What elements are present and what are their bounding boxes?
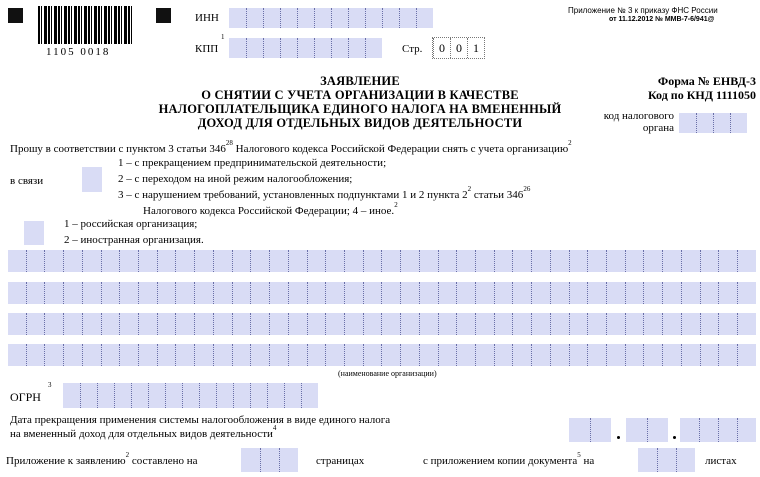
date-label-line1: Дата прекращения применения системы налогообложения в виде единого налога xyxy=(10,414,391,426)
appendix-ref-line1: Приложение № 3 к приказу ФНС России xyxy=(568,6,718,15)
kpp-field[interactable] xyxy=(229,38,382,58)
org-name-row-4[interactable] xyxy=(8,344,756,366)
title-line1: ЗАЯВЛЕНИЕ xyxy=(320,74,400,88)
inn-label: ИНН xyxy=(195,12,219,24)
page-digit: 0 xyxy=(433,38,450,58)
ogrn-footnote: 3 xyxy=(48,381,52,389)
appendix-text-part2: составлено на xyxy=(129,455,198,467)
request-sup1: 28 xyxy=(225,139,233,147)
copies-label: с приложением копии документа xyxy=(423,455,578,467)
appendix-text-part1: Приложение к заявлению xyxy=(6,455,126,467)
reason-label: в связи xyxy=(10,175,44,187)
page-digit: 0 xyxy=(450,38,467,58)
kpp-label: КПП xyxy=(195,43,219,55)
request-part2: Налогового кодекса Российской Федерации снять с учета организацию xyxy=(232,143,569,155)
barcode-number: 1105 0018 xyxy=(46,46,111,58)
request-text xyxy=(10,139,572,155)
org-name-row-2[interactable] xyxy=(8,282,756,304)
reason-option-3-text-c: Налогового кодекса Российской Федерации; 4 – иное. xyxy=(143,205,395,217)
reason-option-3-cont xyxy=(143,201,398,217)
pages-count-field[interactable] xyxy=(241,448,298,472)
reason-code-field[interactable] xyxy=(82,167,102,192)
form-id xyxy=(644,74,756,102)
copies-footnote: 5 xyxy=(577,451,581,459)
reason-option-3-text-b: статьи 346 xyxy=(471,189,524,201)
title-line3: НАЛОГОПЛАТЕЛЬЩИКА ЕДИНОГО НАЛОГА НА ВМЕНЕННЫЙ xyxy=(158,102,562,116)
title-line2: О СНЯТИИ С УЧЕТА ОРГАНИЗАЦИИ В КАЧЕСТВЕ xyxy=(201,88,519,102)
date-footnote: 4 xyxy=(272,424,277,432)
appendix-text xyxy=(6,451,198,467)
org-name-row-3[interactable] xyxy=(8,313,756,335)
tax-authority-label xyxy=(596,110,674,134)
org-name-row-1[interactable] xyxy=(8,250,756,272)
date-day-field[interactable] xyxy=(569,418,611,442)
appendix-ref-line2: от 11.12.2012 № ММВ-7-6/941@ xyxy=(609,16,715,23)
date-month-field[interactable] xyxy=(626,418,668,442)
corner-marker-left xyxy=(8,8,23,23)
page-number-field xyxy=(432,37,485,59)
page-digit: 1 xyxy=(467,38,484,58)
appendix-footnote: 2 xyxy=(125,451,130,459)
reason-option-3-text: 3 – с нарушением требований, установленных подпунктами 1 и 2 пункта 2 xyxy=(118,189,468,201)
inn-field[interactable] xyxy=(229,8,433,28)
page-title xyxy=(140,74,580,130)
reason-option-1: 1 – с прекращением предпринимательской деятельности; xyxy=(118,157,387,169)
reason-option-3-sup-a: 2 xyxy=(467,185,472,193)
corner-marker-right xyxy=(156,8,171,23)
date-label-line2-text: на вмененный доход для отдельных видов деятельности xyxy=(10,428,273,440)
pages-label: страницах xyxy=(316,455,365,467)
knd-code: Код по КНД 1111050 xyxy=(647,88,756,102)
org-type-field[interactable] xyxy=(24,221,44,245)
tax-authority-label-line1: код налогового xyxy=(603,110,674,122)
tax-authority-label-line2: органа xyxy=(642,122,674,134)
date-year-field[interactable] xyxy=(680,418,756,442)
reason-option-3-sup-c: 2 xyxy=(394,201,398,209)
reason-option-3 xyxy=(118,185,531,201)
date-separator xyxy=(617,436,620,439)
ogrn-field[interactable] xyxy=(63,383,318,408)
reason-option-3-sup-b: 26 xyxy=(523,185,531,193)
org-type-option-1: 1 – российская организация; xyxy=(64,218,198,230)
copies-on-label: на xyxy=(580,455,595,467)
kpp-footnote: 1 xyxy=(221,33,225,41)
reason-option-2: 2 – с переходом на иной режим налогообложения; xyxy=(118,173,353,185)
date-separator xyxy=(673,436,676,439)
tax-authority-code-field[interactable] xyxy=(679,113,747,133)
org-name-caption: (наименование организации) xyxy=(338,369,437,378)
date-label-line2 xyxy=(10,424,277,440)
ogrn-label: ОГРН xyxy=(10,390,41,404)
copies-text xyxy=(423,451,595,467)
sheets-label: листах xyxy=(705,455,737,467)
form-number: Форма № ЕНВД-3 xyxy=(657,74,756,88)
page-label: Стр. xyxy=(402,43,423,55)
title-line4: ДОХОД ДЛЯ ОТДЕЛЬНЫХ ВИДОВ ДЕЯТЕЛЬНОСТИ xyxy=(197,116,523,130)
request-sup2: 2 xyxy=(568,139,572,147)
request-part1: Прошу в соответствии с пунктом 3 статьи 346 xyxy=(10,143,226,155)
barcode xyxy=(38,6,133,44)
org-type-option-2: 2 – иностранная организация. xyxy=(64,234,204,246)
sheets-count-field[interactable] xyxy=(638,448,695,472)
